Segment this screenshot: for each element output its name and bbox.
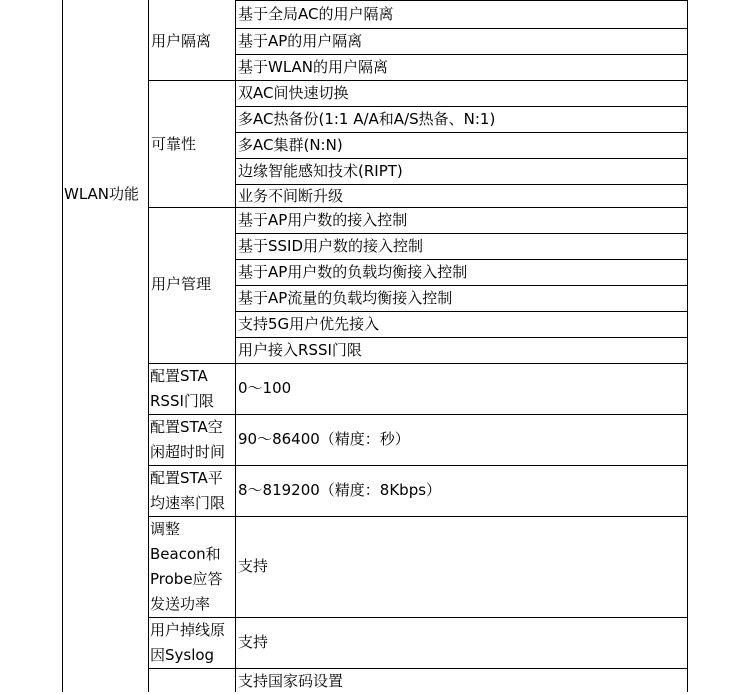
row-name-line: 均速率门限 [150,494,226,512]
feature-item: 边缘智能感知技术(RIPT) [238,162,403,180]
row-name-line: RSSI门限 [150,392,214,410]
row-name-line: 发送功率 [150,595,211,613]
category-label: WLAN功能 [64,185,140,203]
group-name: 用户管理 [151,275,212,293]
feature-item: 基于WLAN的用户隔离 [238,58,389,76]
row-value: 支持 [238,633,269,651]
row-divider [148,207,688,208]
feature-item: 基于AP用户数的负载均衡接入控制 [238,263,468,281]
table-column-divider-1 [148,0,149,692]
row-divider [148,465,688,466]
feature-item: 支持国家码设置 [238,672,344,690]
group-name: 用户隔离 [151,32,212,50]
row-divider [148,414,688,415]
table-border-right [687,0,688,692]
group-name: 可靠性 [151,135,197,153]
feature-item: 基于AP用户数的接入控制 [238,211,408,229]
feature-item: 多AC热备份(1:1 A/A和A/S热备、N:1) [238,110,496,128]
row-name-line: 因Syslog [150,646,215,664]
row-value: 8～819200（精度：8Kbps） [238,481,442,499]
row-divider [148,80,688,81]
row-name-line: 配置STA [150,367,208,385]
row-name-line: 配置STA空 [150,418,223,436]
feature-item: 基于AP的用户隔离 [238,32,363,50]
table-column-divider-2 [235,0,236,692]
row-divider [148,617,688,618]
row-name-line: 用户掉线原 [150,621,226,639]
row-value: 支持 [238,557,269,575]
table-border-left [62,0,63,692]
row-name-line: Probe应答 [150,570,223,588]
feature-item: 基于AP流量的负载均衡接入控制 [238,289,453,307]
feature-item: 多AC集群(N:N) [238,136,343,154]
feature-item: 支持5G用户优先接入 [238,315,380,333]
row-divider [148,516,688,517]
row-value: 0～100 [238,379,292,397]
row-value: 90～86400（精度：秒） [238,430,410,448]
feature-item: 用户接入RSSI门限 [238,341,362,359]
row-divider [148,363,688,364]
row-name-line: Beacon和 [150,545,221,563]
row-name-line: 配置STA平 [150,469,223,487]
feature-item: 业务不间断升级 [238,187,344,205]
row-divider [235,0,688,1]
feature-item: 基于全局AC的用户隔离 [238,5,394,23]
row-name-line: 闲超时时间 [150,443,226,461]
row-divider [148,668,688,669]
feature-item: 基于SSID用户数的接入控制 [238,237,424,255]
row-name-line: 调整 [150,520,181,538]
feature-item: 双AC间快速切换 [238,84,349,102]
